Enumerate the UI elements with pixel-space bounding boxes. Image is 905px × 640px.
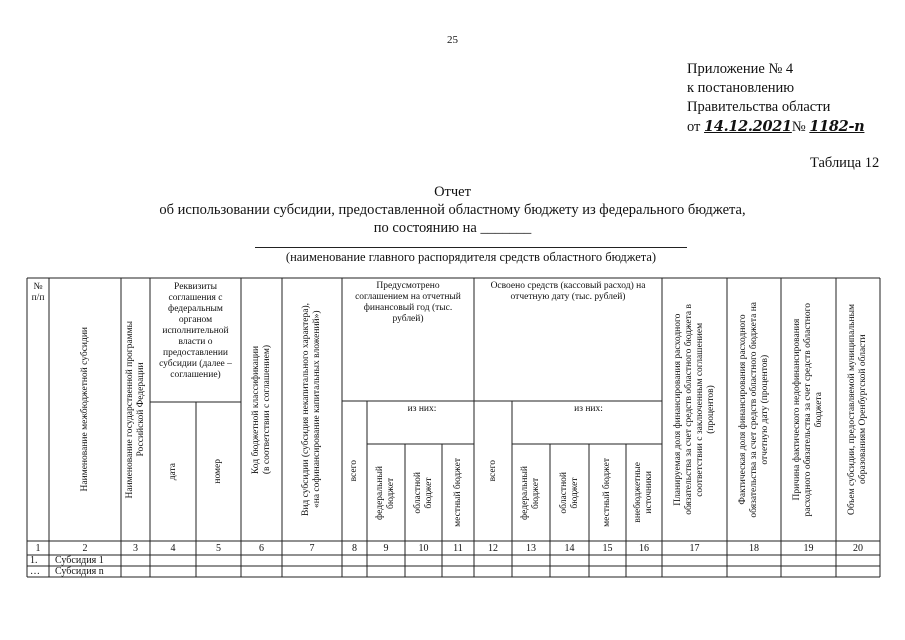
appendix-line-1: Приложение № 4 — [687, 61, 794, 77]
col-header-fact-share: Фактическая доля финансирования расходного обязательства за счет средств областного бюджета на отчетную дату (процентов) — [737, 301, 770, 518]
column-number: 7 — [309, 543, 315, 554]
col-header-subsidy-name: Наименование межбюджетной субсидии — [79, 327, 90, 492]
column-number: 5 — [216, 543, 221, 554]
spent-extra: внебюджетные источники — [633, 462, 654, 523]
column-number: 12 — [488, 543, 498, 554]
column-number: 9 — [383, 543, 389, 554]
planned-total: всего — [349, 460, 359, 482]
col-header-reason: Причина фактического недофинансирования расходного обязательства за счет средств областного бюджета — [792, 302, 824, 517]
row-subsidy-name: Субсидия 1 — [55, 555, 104, 566]
row-number: 1. — [30, 555, 38, 566]
table-label: Таблица 12 — [810, 155, 880, 171]
column-number: 18 — [749, 543, 759, 554]
row-number: … — [30, 566, 40, 577]
row-subsidy-name: Субсидия n — [55, 566, 104, 577]
column-number: 8 — [352, 543, 357, 554]
column-number: 4 — [170, 543, 176, 554]
col-header-no: № п/п — [31, 282, 45, 303]
title-line-2: об использовании субсидии, предоставленной областному бюджету из федерального бюджета, — [159, 202, 746, 218]
column-number: 6 — [259, 543, 264, 554]
column-number: 16 — [639, 543, 649, 554]
column-number: 1 — [35, 543, 41, 554]
col-header-program: Наименование государственной программы Российской Федерации — [124, 320, 146, 499]
planned-local: местный бюджет — [452, 458, 463, 527]
page-number: 25 — [447, 34, 458, 46]
appendix-line-3: Правительства области — [687, 99, 831, 115]
column-number: 15 — [602, 543, 613, 554]
col-header-planned-share: Планируемая доля финансирования расходного обязательства за счет средств областного бюджета в соответствии с заключенным соглашением (процентов) — [672, 304, 716, 515]
number-prefix: № — [791, 119, 810, 135]
date-prefix: от — [687, 119, 705, 135]
planned-of-which: из них: — [407, 404, 437, 414]
col-header-volume: Объем субсидии, предоставляемой муниципальным образованиям Оренбургской области — [847, 304, 868, 515]
spent-local: местный бюджет — [602, 458, 612, 527]
decree-number: 1182-п — [809, 118, 865, 135]
col-header-number: номер — [213, 459, 223, 484]
col-header-subsidy-type: Вид субсидии (субсидия некапитального характера), «на софинансирование капитальных вложений») — [301, 303, 322, 516]
group-header-planned: Предусмотрено соглашением на отчетный финансовый год (тыс. рублей) — [355, 281, 461, 324]
spent-federal: федеральный бюджет — [520, 465, 541, 520]
spent-of-which: из них: — [574, 404, 603, 414]
column-number: 11 — [453, 543, 463, 554]
title-line-1: Отчет — [434, 184, 471, 200]
title-line-3: по состоянию на _______ — [373, 220, 532, 236]
head-caption: (наименование главного распорядителя средств областного бюджета) — [285, 250, 657, 264]
col-header-agreement: Реквизиты соглашения с федеральным органом исполнительной власти о предоставлении субсидии (далее – соглашение) — [159, 282, 232, 380]
decree-date: 14.12.2021 — [704, 118, 792, 135]
column-number: 17 — [689, 543, 700, 554]
column-number: 19 — [803, 543, 814, 554]
column-number: 14 — [564, 543, 575, 554]
column-number: 13 — [526, 543, 536, 554]
spent-total: всего — [487, 460, 498, 482]
col-header-date: дата — [167, 462, 178, 481]
column-number: 10 — [418, 543, 429, 554]
column-number: 2 — [82, 543, 88, 554]
planned-federal: федеральный бюджет — [375, 465, 396, 520]
planned-regional: областной бюджет — [412, 471, 434, 514]
appendix-line-2: к постановлению — [687, 80, 795, 96]
col-header-kbk: Код бюджетной классификации (в соответствии с соглашением) — [250, 344, 272, 475]
group-header-spent: Освоено средств (кассовый расход) на отчетную дату (тыс. рублей) — [490, 281, 646, 302]
spent-regional: областной бюджет — [558, 471, 580, 514]
column-number: 3 — [133, 543, 138, 554]
column-number: 20 — [853, 543, 863, 554]
